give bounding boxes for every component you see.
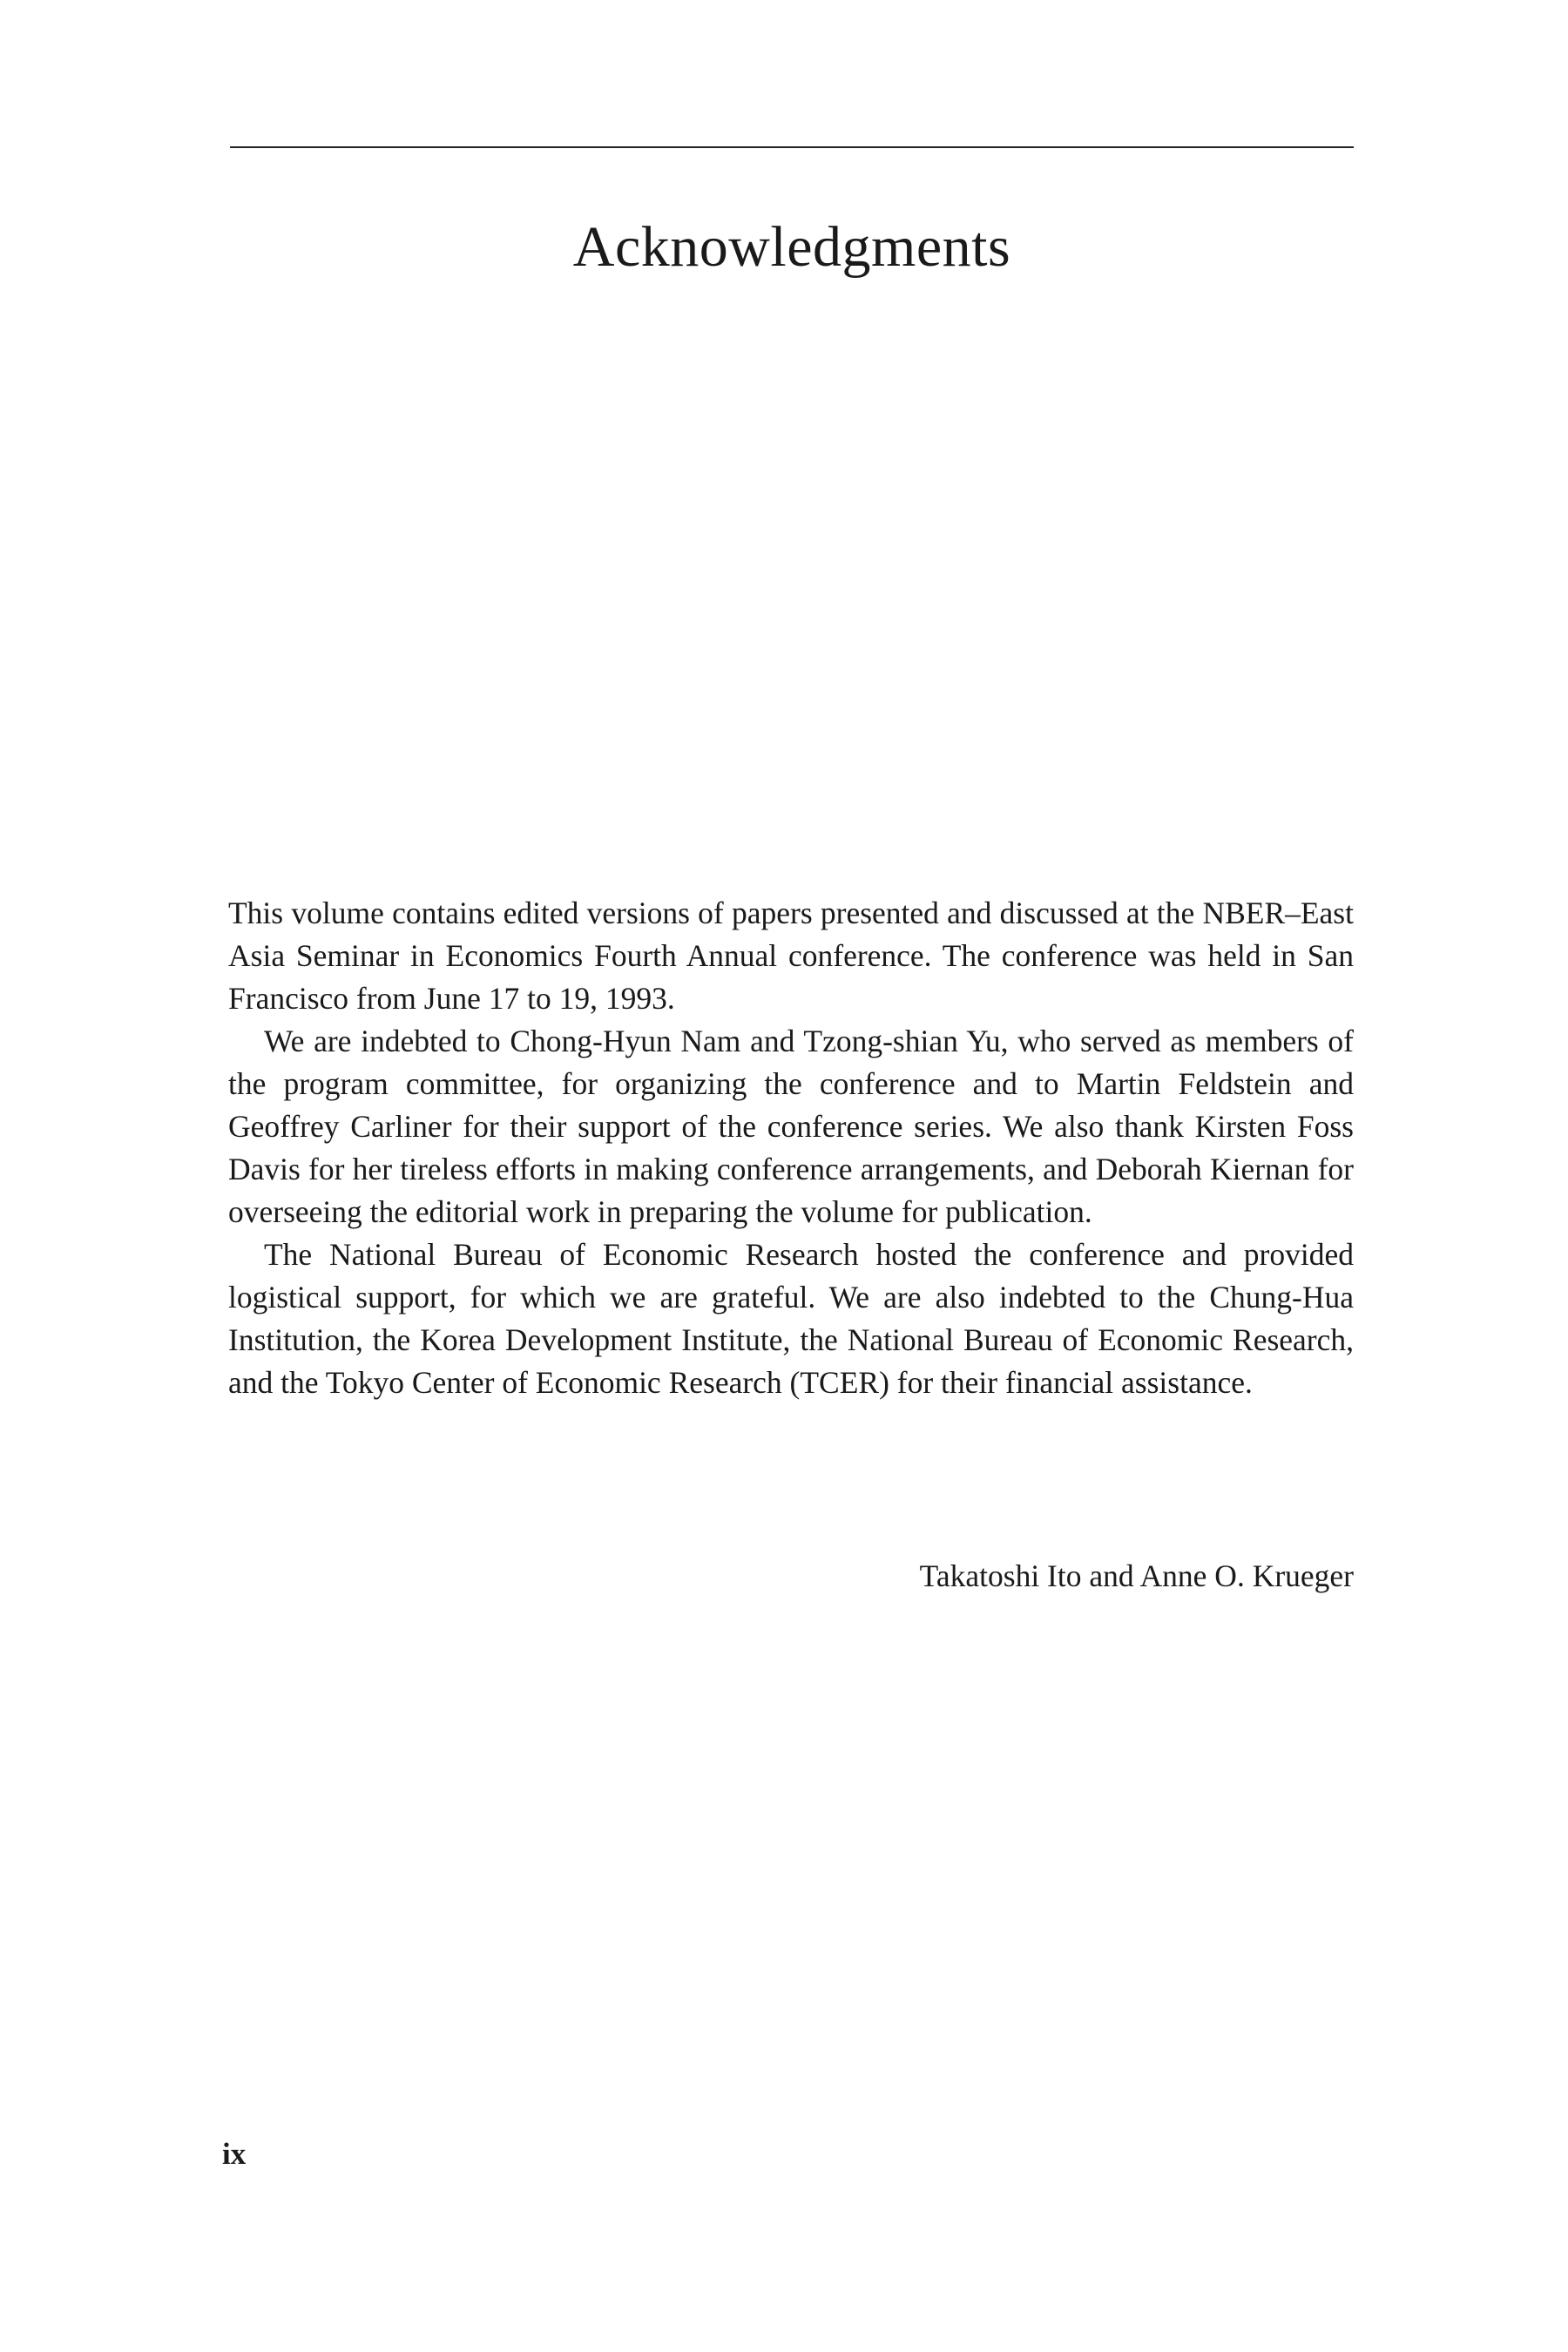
paragraph-intro: This volume contains edited versions of papers presented and discussed at the NBER–East Asia Seminar in Economics Fourth Annual conference. The conference was held in San Francisco from June 17 to 19, 1993. bbox=[228, 896, 1354, 1016]
paragraph-support: The National Bureau of Economic Research hosted the conference and provided logistical support, for which we are grateful. We are also indebted to the Chung-Hua Institution, the Korea Development Institute, the National Bureau of Economic Research, and the Tokyo Center of Economic Research (TCER) for their financial assistance. bbox=[228, 1237, 1354, 1400]
page-number: ix bbox=[222, 2137, 247, 2171]
acknowledgments-body bbox=[228, 892, 1354, 1404]
page-title: Acknowledgments bbox=[572, 215, 1011, 279]
paragraph-thanks: We are indebted to Chong-Hyun Nam and Tzong-shian Yu, who served as members of the program committee, for organizing the conference and to Martin Feldstein and Geoffrey Carliner for their support of the conference series. We also thank Kirsten Foss Davis for her tireless efforts in making conference arrangements, and Deborah Kiernan for overseeing the editorial work in preparing the volume for publication. bbox=[228, 1024, 1354, 1229]
signature: Takatoshi Ito and Anne O. Krueger bbox=[919, 1558, 1354, 1593]
top-rule bbox=[230, 146, 1354, 148]
